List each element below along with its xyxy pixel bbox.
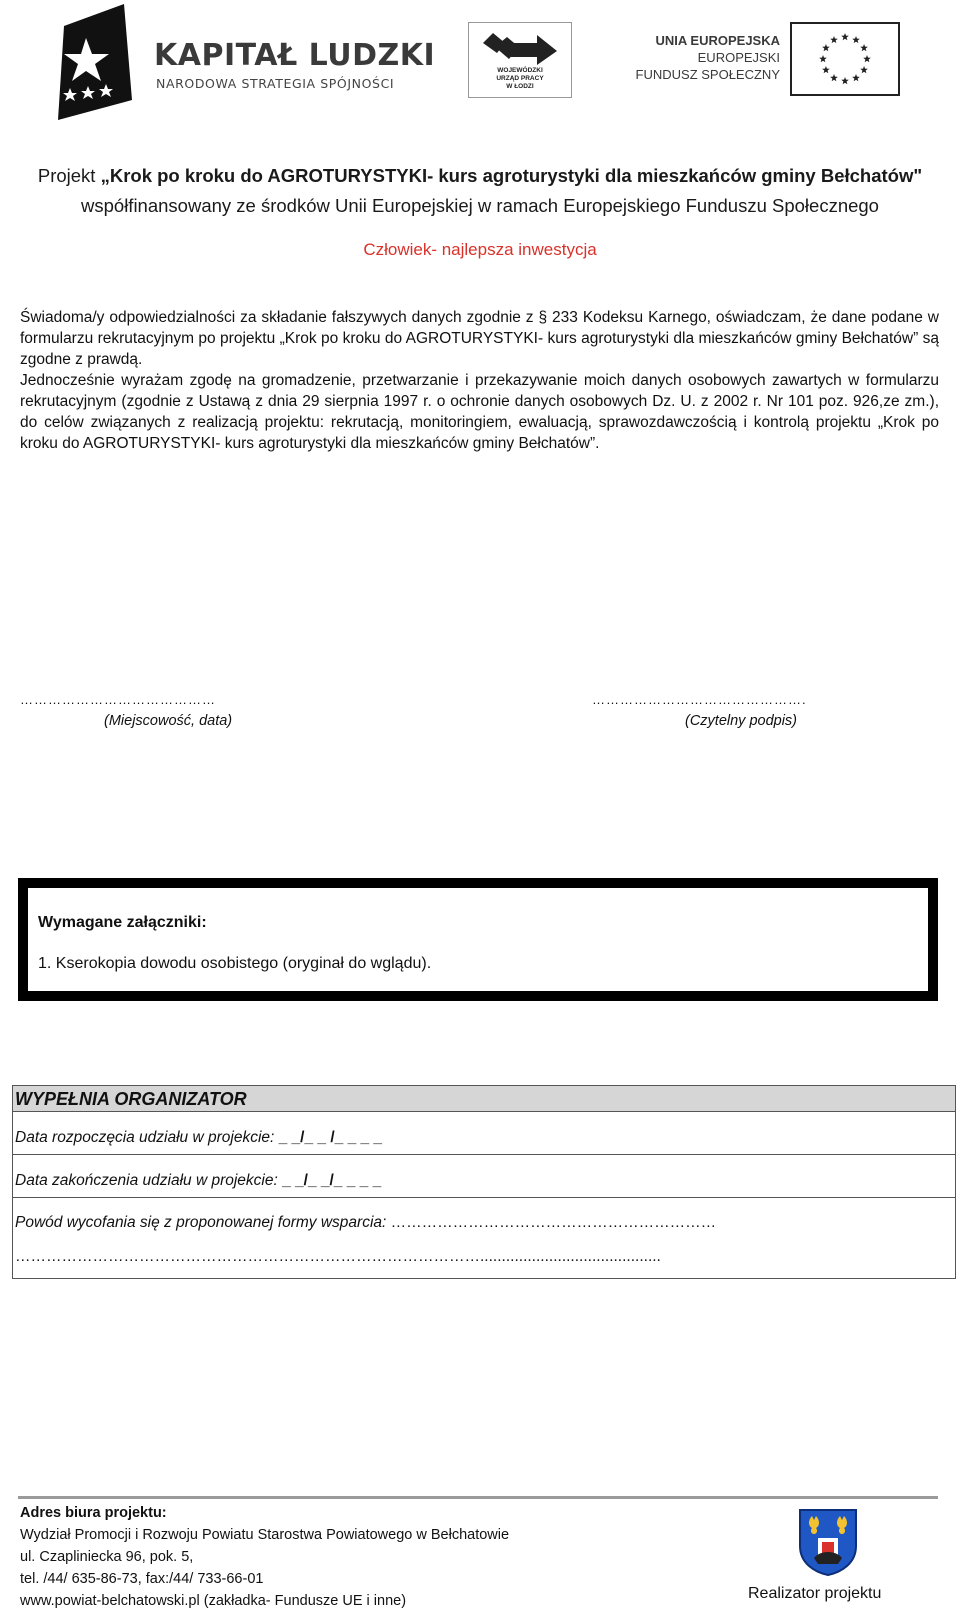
eu-star-icon (830, 74, 838, 81)
footer-line-4[interactable]: www.powiat-belchatowski.pl (zakładka- Fundusze UE i inne) (20, 1593, 407, 1609)
project-prefix: Projekt (37, 165, 101, 186)
wup-line-3: W ŁODZI (506, 83, 534, 90)
place-date-line[interactable]: …………………………………… (20, 692, 216, 707)
eu-star-icon (830, 36, 838, 43)
eu-line-2: EUROPEJSKI (697, 50, 780, 65)
wup-logo (468, 22, 572, 98)
project-name: „Krok po kroku do AGROTURYSTYKI- kurs agroturystyki dla mieszkańców gminy Bełchatów" (100, 165, 923, 186)
eu-star-icon (863, 55, 871, 62)
end-date-field[interactable]: _ _/_ _/_ _ _ _ (277, 1172, 382, 1189)
signature-line[interactable]: ………………………………………. (592, 692, 807, 707)
realizator-caption: Realizator projektu (748, 1585, 882, 1602)
project-title (0, 165, 960, 187)
organizer-header (13, 1086, 955, 1112)
start-date-field[interactable]: _ _/_ _ /_ _ _ _ (274, 1129, 383, 1146)
kapital-ludzki-subtitle: NARODOWA STRATEGIA SPÓJNOŚCI (156, 76, 395, 91)
footer-line-1: Wydział Promocji i Rozwoju Powiatu Starostwa Powiatowego w Bełchatowie (20, 1527, 510, 1543)
place-date-caption: (Miejscowość, data) (104, 713, 233, 729)
eu-star-icon (822, 66, 830, 73)
organizer-title: WYPEŁNIA ORGANIZATOR (15, 1089, 247, 1109)
withdrawal-reason-row[interactable] (13, 1198, 955, 1278)
kapital-ludzki-logo (52, 4, 436, 120)
footer-line-3: tel. /44/ 635-86-73, fax:/44/ 733-66-01 (20, 1571, 264, 1587)
eu-star-icon (860, 66, 868, 73)
signature-caption: (Czytelny podpis) (685, 713, 798, 729)
footer-address (20, 1502, 640, 1612)
eu-star-icon (860, 44, 868, 51)
eu-line-1: UNIA EUROPEJSKA (655, 33, 780, 48)
belchatow-crest-icon (798, 1508, 858, 1576)
project-slogan: Człowiek- najlepsza inwestycja (363, 240, 597, 259)
withdrawal-reason-field-2[interactable]: ……………………………………………………………………………….......................................... (15, 1248, 661, 1265)
start-date-label: Data rozpoczęcia udziału w projekcie: (15, 1129, 275, 1146)
kapital-ludzki-emblem-icon (52, 4, 134, 120)
wup-line-1: WOJEWÓDZKI (497, 67, 543, 74)
eu-flag-icon (790, 22, 900, 96)
organizer-table (12, 1085, 956, 1279)
footer-line-2: ul. Czapliniecka 96, pok. 5, (20, 1549, 194, 1565)
withdrawal-reason-field[interactable]: ……………………………………………………… (386, 1214, 717, 1231)
wup-line-2: URZĄD PRACY (496, 75, 544, 82)
declaration-paragraph-1: Świadoma/y odpowiedzialności za składanie fałszywych danych zgodnie z § 233 Kodeksu Karnego, oświadczam, że dane podane w formularzu rekrutacyjnym po projektu „Krok po kroku do AGROTURYSTYKI- kurs agroturystyki dla mieszkańców gminy Bełchatów” są zgodne z prawdą. (20, 309, 939, 368)
eu-star-icon (822, 44, 830, 51)
kapital-ludzki-title: KAPITAŁ LUDZKI (154, 38, 436, 73)
eu-star-icon (819, 55, 827, 62)
eu-star-icon (852, 36, 860, 43)
withdrawal-reason-label: Powód wycofania się z proponowanej formy wsparcia: (15, 1214, 387, 1231)
eu-star-icon (841, 33, 849, 40)
declaration (20, 307, 939, 454)
eu-line-3: FUNDUSZ SPOŁECZNY (635, 67, 780, 82)
project-cofinance: współfinansowany ze środków Unii Europejskiej w ramach Europejskiego Funduszu Społecznego (81, 195, 879, 216)
attachment-item: 1. Kserokopia dowodu osobistego (oryginał do wglądu). (38, 955, 432, 972)
eu-efs-logo (632, 22, 902, 96)
end-date-label: Data zakończenia udziału w projekcie: (15, 1172, 278, 1189)
wup-arrows-icon (481, 29, 561, 69)
attachments-title: Wymagane załączniki: (38, 914, 207, 931)
attachments-box (18, 878, 938, 1001)
start-date-row[interactable] (13, 1112, 955, 1155)
declaration-paragraph-2: Jednocześnie wyrażam zgodę na gromadzenie, przetwarzanie i przekazywanie moich danych osobowych zawartych w formularzu rekrutacyjnym (zgodnie z Ustawą z dnia 29 sierpnia 1997 r. o ochronie danych osobowych Dz. U. z 2002 r. Nr 101 poz. 926,ze zm.), do celów związanych z realizacją projektu: rekrutacją, monitoringiem, ewaluacją, sprawozdawczością i kontrolą projektu „Krok po kroku do AGROTURYSTYKI- kurs agroturystyki dla mieszkańców gminy Bełchatów”. (20, 372, 939, 452)
footer-divider (18, 1496, 938, 1499)
eu-star-icon (841, 77, 849, 84)
footer-heading: Adres biura projektu: (20, 1505, 167, 1521)
eu-star-icon (852, 74, 860, 81)
end-date-row[interactable] (13, 1155, 955, 1198)
